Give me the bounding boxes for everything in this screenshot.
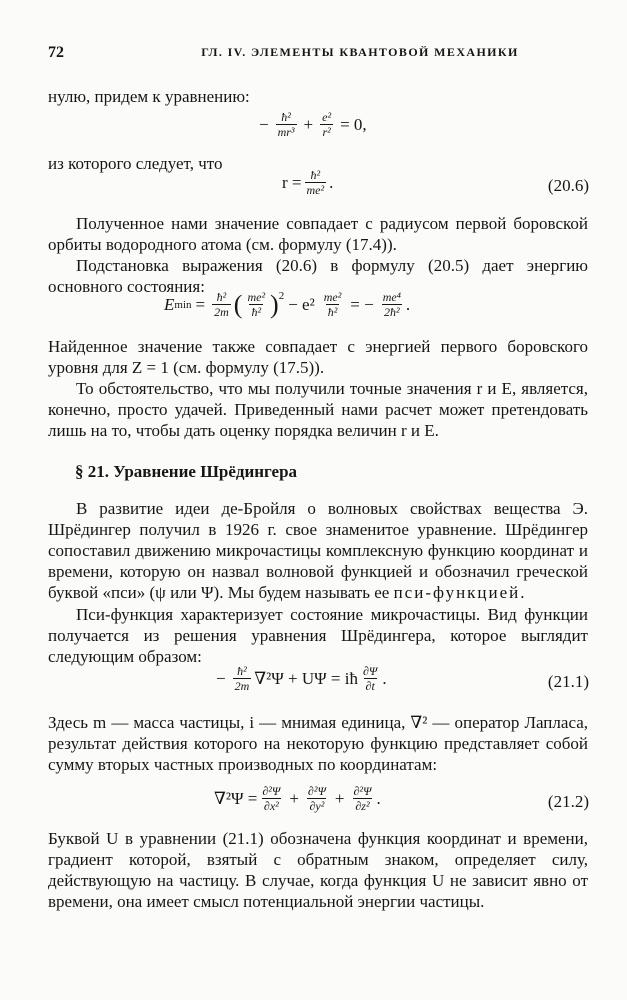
fraction: $\frac{\text{∂²Ψ}}{\text{∂x²}}$	[262, 784, 281, 813]
running-title: ГЛ. IV. ЭЛЕМЕНТЫ КВАНТОВОЙ МЕХАНИКИ	[201, 45, 519, 59]
paragraph-3: Полученное нами значение совпадает с радиусом первой боровской орбиты водородного атома (см. формулу (17.4)).	[48, 214, 588, 254]
fraction: $\frac{\text{ħ²}}{\text{me²}}$	[306, 168, 325, 197]
fraction: $\frac{\text{ħ²}}{2m}$	[234, 664, 250, 693]
paragraph-9: Здесь m — масса частицы, i — мнимая единица, ∇² — оператор Лапласа, результат действия которого на некоторую функцию представляет собой сумму вторых частных производных по координатам:	[48, 713, 588, 774]
fraction: $\frac{\text{me⁴}}{\text{2ħ²}}$	[382, 290, 401, 319]
equation-21-2: ∇²Ψ = $\frac{\text{∂²Ψ}}{\text{∂x²}}$ + $\frac{\text{∂²Ψ}}{\text{∂y²}}$ + $\frac{\text{∂²Ψ}}{\text{∂z²}}$ .	[214, 784, 381, 813]
page-number: 72	[48, 44, 64, 61]
paragraph-8: Пси-функция характеризует состояние микрочастицы. Вид функции получается из решения уравнения Шрёдингера, которое выглядит следующим образом:	[48, 605, 588, 666]
fraction: $\frac{\partial\Psi}{\partial t}$	[363, 664, 378, 693]
paragraph-7: В развитие идеи де-Бройля о волновых свойствах вещества Э. Шрёдингер получил в 1926 г. свое знаменитое уравнение. Шрёдингер сопоставил движению микрочастицы комплексную функцию координат и времени, которую он назвал волновой функцией и обозначил греческой буквой «пси» (ψ или Ψ). Мы будем называть ее пси-функцией.	[48, 499, 588, 602]
fraction: $\frac{\text{me²}}{\text{ħ²}}$	[247, 290, 266, 319]
equation-21-1: − $\frac{\text{ħ²}}{2m}$ ∇²Ψ + UΨ = iħ $\frac{\partial\Psi}{\partial t}$ .	[216, 664, 387, 693]
fraction: $\frac{\text{ħ²}}{\text{mr³}}$	[277, 110, 295, 139]
fraction: $\frac{\text{e²}}{\text{r²}}$	[322, 110, 332, 139]
equation-number: (21.2)	[547, 792, 589, 811]
paragraph-1: нулю, придем к уравнению:	[48, 87, 250, 106]
equation-number: (20.6)	[547, 176, 589, 195]
paragraph-10: Буквой U в уравнении (21.1) обозначена функция координат и времени, градиент которой, взятый с обратным знаком, определяет силу, действующую на частицу. В случае, когда функция U не зависит явно от времени, она имеет смысл потенциальной энергии частицы.	[48, 829, 588, 911]
equation-number: (21.1)	[547, 672, 589, 691]
equation-emin: E min = $\frac{\text{ħ²}}{2m}$ ( $\frac{\text{me²}}{\text{ħ²}}$ ) $^2$ − e² $\frac{\text{me²}}{\text{ħ²}}$ = − $\frac{\text{me⁴}}{\text{2ħ²}}$ .	[164, 289, 411, 319]
paragraph-5: Найденное значение также совпадает с энергией первого боровского уровня для Z = 1 (см. формулу (17.5)).	[48, 337, 588, 377]
paragraph-4: Подстановка выражения (20.6) в формулу (20.5) дает энергию основного состояния:	[48, 256, 588, 296]
fraction: $\frac{\text{∂²Ψ}}{\text{∂y²}}$	[307, 784, 326, 813]
section-title: § 21. Уравнение Шрёдингера	[75, 462, 298, 481]
fraction: $\frac{\text{ħ²}}{2m}$	[214, 290, 229, 319]
equation-20-6: r = $\frac{\text{ħ²}}{\text{me²}}$ .	[282, 168, 334, 197]
paragraph-2: из которого следует, что	[48, 154, 223, 173]
paragraph-6: То обстоятельство, что мы получили точные значения r и E, является, конечно, просто удачей. Приведенный нами расчет может претендовать лишь на то, чтобы дать оценку порядка величин r и E.	[48, 379, 588, 440]
fraction: $\frac{\text{∂²Ψ}}{\text{∂z²}}$	[353, 784, 372, 813]
equation-a: − $\frac{\text{ħ²}}{\text{mr³}}$ + $\frac{\text{e²}}{\text{r²}}$ = 0,	[259, 110, 367, 139]
emphasized-term: пси-функцией.	[393, 583, 527, 602]
fraction: $\frac{\text{me²}}{\text{ħ²}}$	[323, 290, 342, 319]
